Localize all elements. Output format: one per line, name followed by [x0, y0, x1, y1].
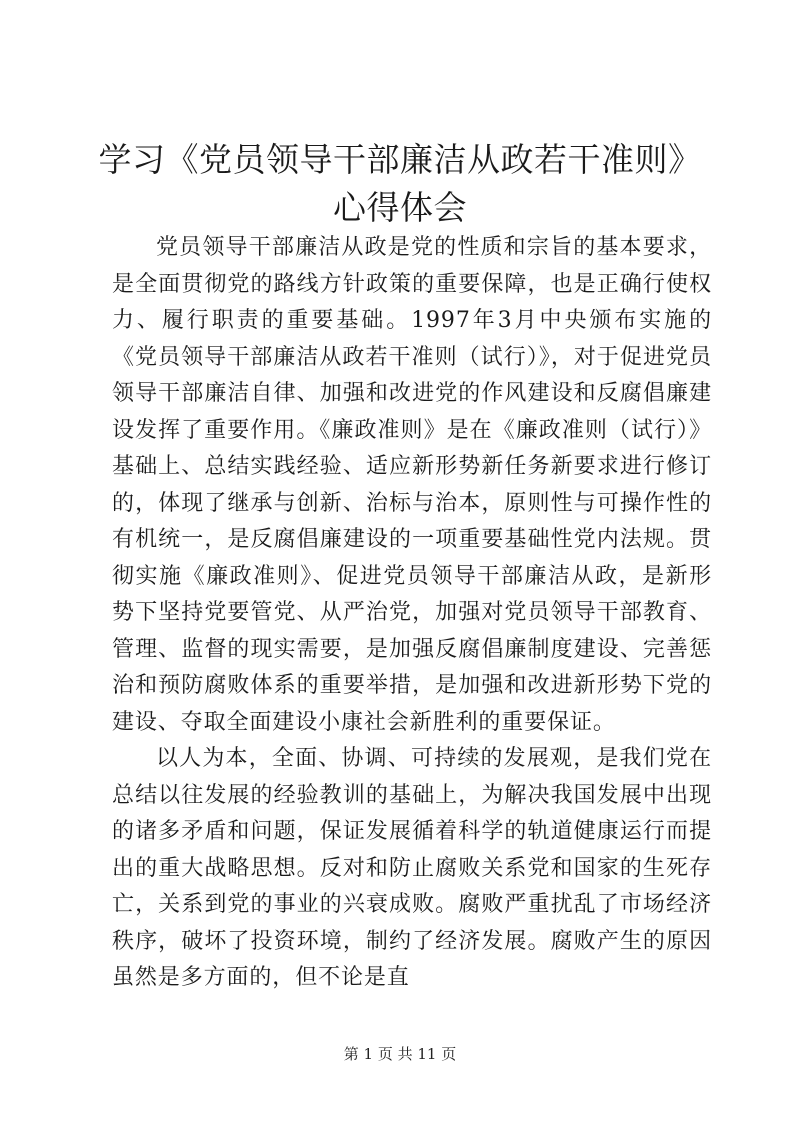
body-paragraph-1: 党员领导干部廉洁从政是党的性质和宗旨的基本要求，是全面贯彻党的路线方针政策的重要保障，也是正确行使权力、履行职责的重要基础。1997年3月中央颁布实施的《党员领导干部廉洁从政若干准则（试行）》，对于促进党员领导干部廉洁自律、加强和改进党的作风建设和反腐倡廉建设发挥了重要作用。《廉政准则》是在《廉政准则（试行）》基础上、总结实践经验、适应新形势新任务新要求进行修订的，体现了继承与创新、治标与治本，原则性与可操作性的有机统一，是反腐倡廉建设的一项重要基础性党内法规。贯彻实施《廉政准则》、促进党员领导干部廉洁从政，是新形势下坚持党要管党、从严治党，加强对党员领导干部教育、管理、监督的现实需要，是加强反腐倡廉制度建设、完善惩治和预防腐败体系的重要举措，是加强和改进新形势下党的建设、夺取全面建设小康社会新胜利的重要保证。 [112, 235, 712, 735]
body-paragraph-2: 以人为本，全面、协调、可持续的发展观，是我们党在总结以往发展的经验教训的基础上，为解决我国发展中出现的诸多矛盾和问题，保证发展循着科学的轨道健康运行而提出的重大战略思想。反对和防止腐败关系党和国家的生死存亡，关系到党的事业的兴衰成败。腐败严重扰乱了市场经济秩序，破坏了投资环境，制约了经济发展。腐败产生的原因虽然是多方面的，但不论是直 [112, 746, 712, 990]
document-body [112, 230, 712, 997]
page-footer: 第 1 页 共 11 页 [343, 1045, 457, 1063]
document-title: 学习《党员领导干部廉洁从政若干准则》心得体会 [98, 140, 702, 227]
